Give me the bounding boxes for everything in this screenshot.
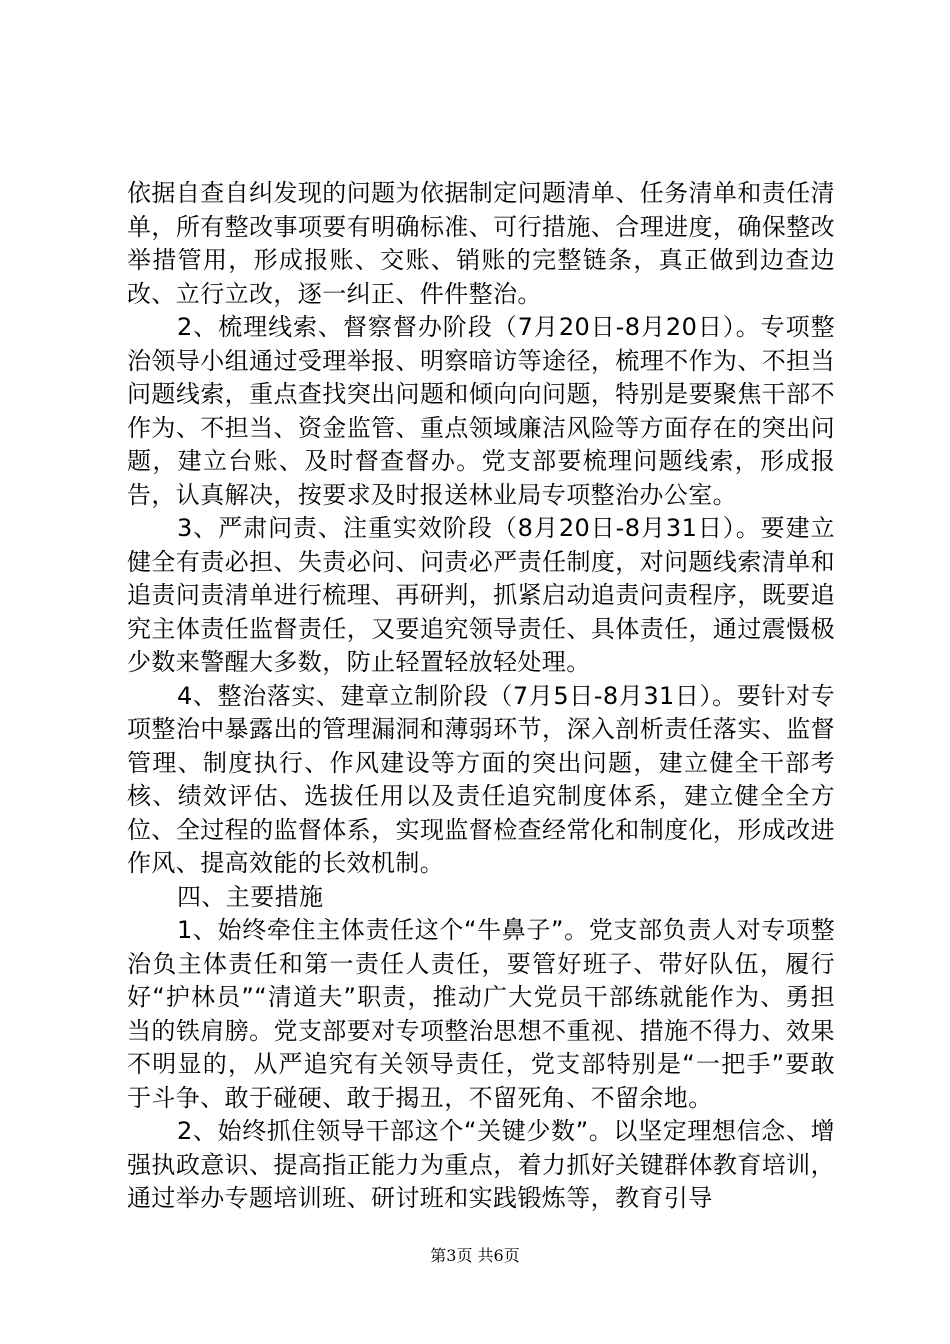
paragraph-stage-2: 2、梳理线索、督察督办阶段（7月20日-8月20日）。专项整治领导小组通过受理举报、明察暗访等途径，梳理不作为、不担当问题线索，重点查找突出问题和倾向向问题，特别是要聚焦干部不作为、不担当、资金监管、重点领域廉洁风险等方面存在的突出问题，建立台账、及时督查督办。党支部要梳理问题线索，形成报告，认真解决，按要求及时报送林业局专项整治办公室。 <box>127 313 835 509</box>
paragraph-continuation: 依据自查自纠发现的问题为依据制定问题清单、任务清单和责任清单，所有整改事项要有明确标准、可行措施、合理进度，确保整改举措管用，形成报账、交账、销账的完整链条，真正做到边查边改、立行立改，逐一纠正、件件整治。 <box>127 179 835 308</box>
document-body <box>127 177 835 1216</box>
paragraph-stage-3: 3、严肃问责、注重实效阶段（8月20日-8月31日）。要建立健全有责必担、失责必问、问责必严责任制度，对问题线索清单和追责问责清单进行梳理、再研判，抓紧启动追责问责程序，既要追究主体责任监督责任，又要追究领导责任、具体责任，通过震慑极少数来警醒大多数，防止轻置轻放轻处理。 <box>127 514 835 676</box>
paragraph-stage-4: 4、整治落实、建章立制阶段（7月5日-8月31日）。要针对专项整治中暴露出的管理漏洞和薄弱环节，深入剖析责任落实、监督管理、制度执行、作风建设等方面的突出问题，建立健全干部考核、绩效评估、选拔任用以及责任追究制度体系，建立健全全方位、全过程的监督体系，实现监督检查经常化和制度化，形成改进作风、提高效能的长效机制。 <box>127 681 835 877</box>
paragraph-measure-2: 2、始终抓住领导干部这个“关键少数”。以坚定理想信念、增强执政意识、提高指正能力为重点，着力抓好关键群体教育培训，通过举办专题培训班、研讨班和实践锻炼等，教育引导 <box>127 1117 835 1212</box>
page-number-footer: 第3页 共6页 <box>430 1246 520 1265</box>
section-heading-main-measures: 四、主要措施 <box>177 882 324 911</box>
paragraph-measure-1: 1、始终牵住主体责任这个“牛鼻子”。党支部负责人对专项整治负主体责任和第一责任人责任，要管好班子、带好队伍，履行好“护林员”“清道夫”职责，推动广大党员干部练就能作为、勇担当的铁肩膀。党支部要对专项整治思想不重视、措施不得力、效果不明显的，从严追究有关领导责任，党支部特别是“一把手”要敢于斗争、敢于碰硬、敢于揭丑，不留死角、不留余地。 <box>127 916 835 1112</box>
